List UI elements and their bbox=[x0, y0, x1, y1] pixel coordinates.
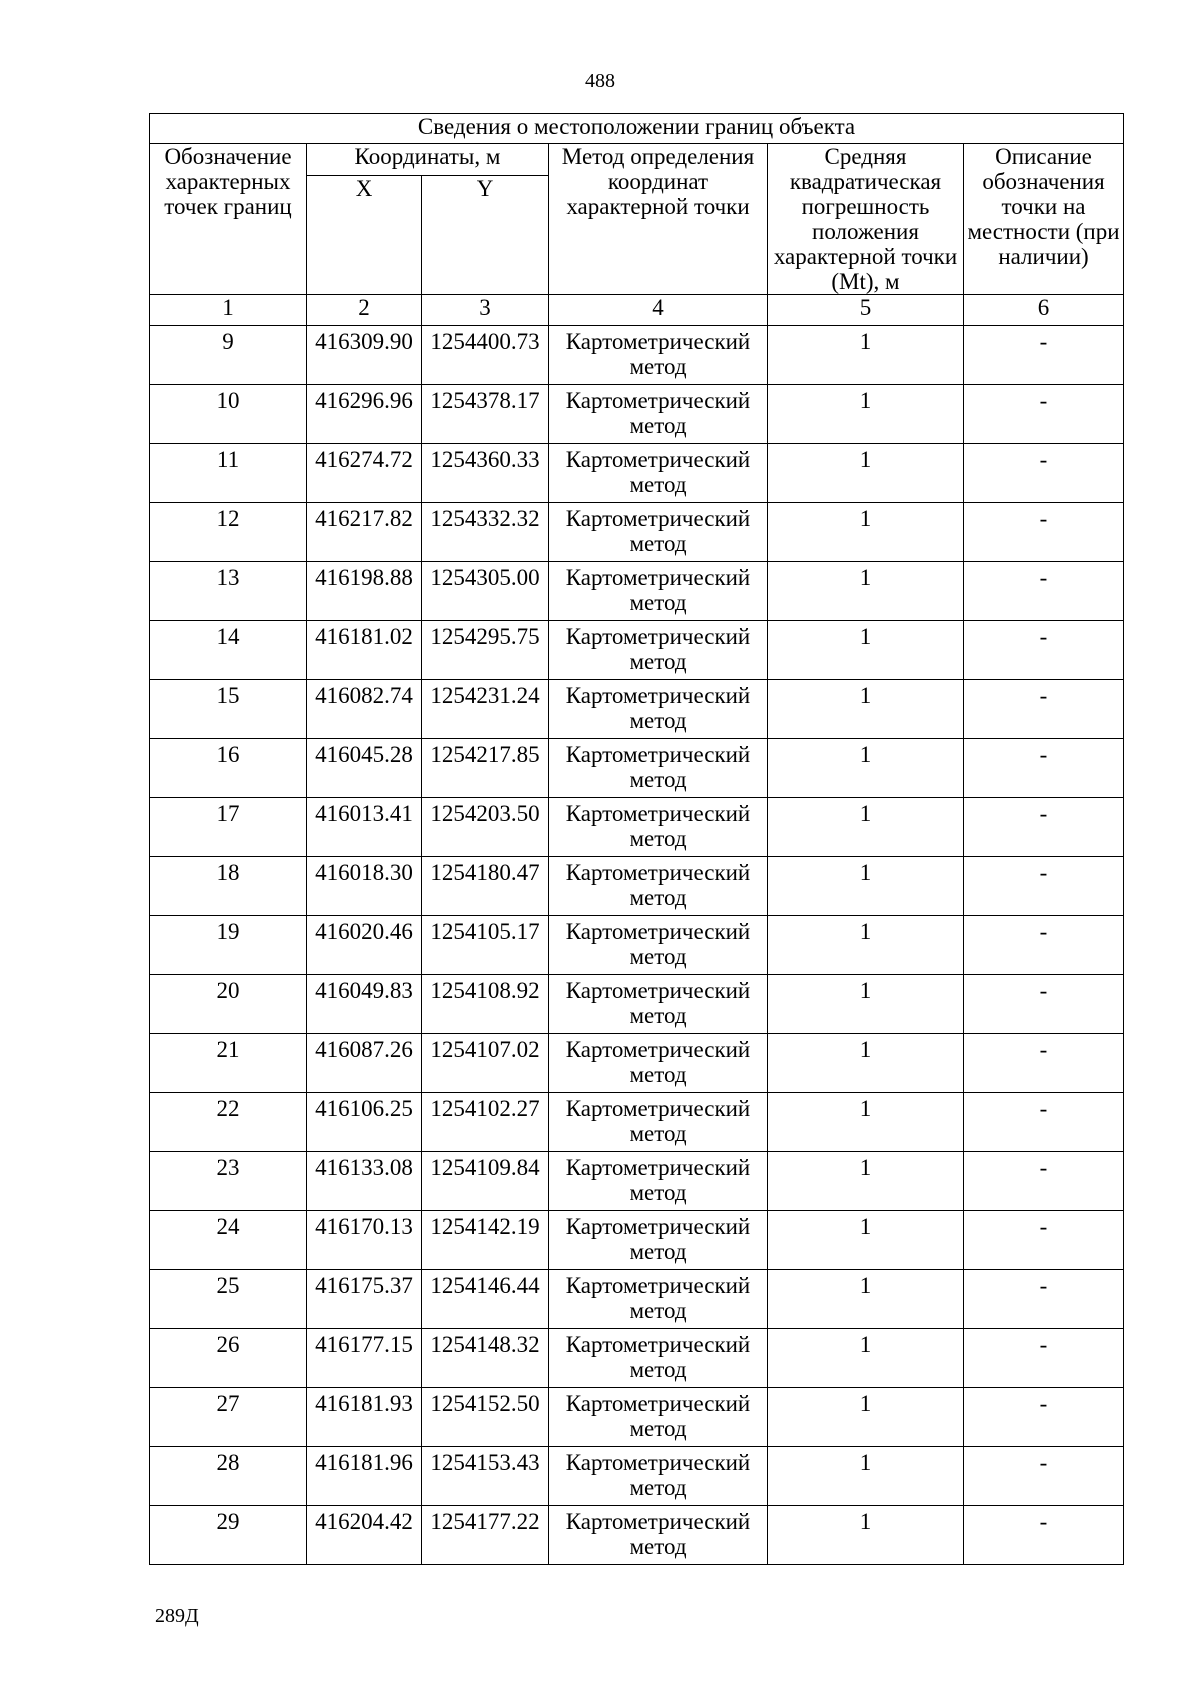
table-row bbox=[150, 1447, 1124, 1506]
header-x: X bbox=[307, 176, 422, 295]
y-coordinate-cell: 1254105.17 bbox=[422, 916, 549, 975]
column-number: 1 bbox=[150, 295, 307, 326]
error-cell: 1 bbox=[768, 1211, 964, 1270]
error-cell: 1 bbox=[768, 1093, 964, 1152]
error-cell: 1 bbox=[768, 503, 964, 562]
y-coordinate-cell: 1254153.43 bbox=[422, 1447, 549, 1506]
x-coordinate-cell: 416296.96 bbox=[307, 385, 422, 444]
table-row bbox=[150, 385, 1124, 444]
header-y: Y bbox=[422, 176, 549, 295]
method-cell: Картометрический метод bbox=[549, 739, 768, 798]
description-cell: - bbox=[964, 621, 1124, 680]
description-cell: - bbox=[964, 1152, 1124, 1211]
x-coordinate-cell: 416049.83 bbox=[307, 975, 422, 1034]
y-coordinate-cell: 1254142.19 bbox=[422, 1211, 549, 1270]
method-cell: Картометрический метод bbox=[549, 1152, 768, 1211]
table-row bbox=[150, 503, 1124, 562]
table-row bbox=[150, 1388, 1124, 1447]
column-number: 5 bbox=[768, 295, 964, 326]
method-cell: Картометрический метод bbox=[549, 1506, 768, 1565]
table-row bbox=[150, 798, 1124, 857]
method-cell: Картометрический метод bbox=[549, 1447, 768, 1506]
y-coordinate-cell: 1254305.00 bbox=[422, 562, 549, 621]
y-coordinate-cell: 1254107.02 bbox=[422, 1034, 549, 1093]
method-cell: Картометрический метод bbox=[549, 916, 768, 975]
description-cell: - bbox=[964, 1270, 1124, 1329]
x-coordinate-cell: 416204.42 bbox=[307, 1506, 422, 1565]
description-cell: - bbox=[964, 1329, 1124, 1388]
x-coordinate-cell: 416198.88 bbox=[307, 562, 422, 621]
description-cell: - bbox=[964, 1093, 1124, 1152]
description-cell: - bbox=[964, 503, 1124, 562]
method-cell: Картометрический метод bbox=[549, 1211, 768, 1270]
column-number: 3 bbox=[422, 295, 549, 326]
table-title: Сведения о местоположении границ объекта bbox=[150, 114, 1124, 144]
error-cell: 1 bbox=[768, 326, 964, 385]
x-coordinate-cell: 416181.96 bbox=[307, 1447, 422, 1506]
point-cell: 15 bbox=[150, 680, 307, 739]
x-coordinate-cell: 416018.30 bbox=[307, 857, 422, 916]
point-cell: 27 bbox=[150, 1388, 307, 1447]
x-coordinate-cell: 416181.02 bbox=[307, 621, 422, 680]
x-coordinate-cell: 416087.26 bbox=[307, 1034, 422, 1093]
description-cell: - bbox=[964, 680, 1124, 739]
point-cell: 10 bbox=[150, 385, 307, 444]
point-cell: 19 bbox=[150, 916, 307, 975]
description-cell: - bbox=[964, 326, 1124, 385]
table-row bbox=[150, 975, 1124, 1034]
method-cell: Картометрический метод bbox=[549, 562, 768, 621]
method-cell: Картометрический метод bbox=[549, 1034, 768, 1093]
x-coordinate-cell: 416133.08 bbox=[307, 1152, 422, 1211]
table-row bbox=[150, 562, 1124, 621]
method-cell: Картометрический метод bbox=[549, 1329, 768, 1388]
point-cell: 29 bbox=[150, 1506, 307, 1565]
method-cell: Картометрический метод bbox=[549, 1270, 768, 1329]
method-cell: Картометрический метод bbox=[549, 444, 768, 503]
y-coordinate-cell: 1254231.24 bbox=[422, 680, 549, 739]
method-cell: Картометрический метод bbox=[549, 1093, 768, 1152]
error-cell: 1 bbox=[768, 1447, 964, 1506]
description-cell: - bbox=[964, 1034, 1124, 1093]
point-cell: 11 bbox=[150, 444, 307, 503]
table-row bbox=[150, 680, 1124, 739]
table-row bbox=[150, 1152, 1124, 1211]
x-coordinate-cell: 416013.41 bbox=[307, 798, 422, 857]
method-cell: Картометрический метод bbox=[549, 857, 768, 916]
header-error: Средняя квадратическая погрешность положения характерной точки (Mt), м bbox=[768, 144, 964, 295]
error-cell: 1 bbox=[768, 739, 964, 798]
table-row bbox=[150, 1329, 1124, 1388]
point-cell: 12 bbox=[150, 503, 307, 562]
point-cell: 14 bbox=[150, 621, 307, 680]
x-coordinate-cell: 416106.25 bbox=[307, 1093, 422, 1152]
error-cell: 1 bbox=[768, 1506, 964, 1565]
method-cell: Картометрический метод bbox=[549, 385, 768, 444]
table-row bbox=[150, 621, 1124, 680]
y-coordinate-cell: 1254177.22 bbox=[422, 1506, 549, 1565]
error-cell: 1 bbox=[768, 916, 964, 975]
error-cell: 1 bbox=[768, 1388, 964, 1447]
y-coordinate-cell: 1254203.50 bbox=[422, 798, 549, 857]
point-cell: 13 bbox=[150, 562, 307, 621]
method-cell: Картометрический метод bbox=[549, 798, 768, 857]
boundary-coordinates-table bbox=[149, 113, 1124, 1565]
x-coordinate-cell: 416274.72 bbox=[307, 444, 422, 503]
description-cell: - bbox=[964, 916, 1124, 975]
table-row bbox=[150, 916, 1124, 975]
method-cell: Картометрический метод bbox=[549, 975, 768, 1034]
description-cell: - bbox=[964, 798, 1124, 857]
error-cell: 1 bbox=[768, 621, 964, 680]
x-coordinate-cell: 416045.28 bbox=[307, 739, 422, 798]
point-cell: 22 bbox=[150, 1093, 307, 1152]
x-coordinate-cell: 416082.74 bbox=[307, 680, 422, 739]
y-coordinate-cell: 1254180.47 bbox=[422, 857, 549, 916]
point-cell: 23 bbox=[150, 1152, 307, 1211]
point-cell: 20 bbox=[150, 975, 307, 1034]
point-cell: 17 bbox=[150, 798, 307, 857]
point-cell: 9 bbox=[150, 326, 307, 385]
column-number: 4 bbox=[549, 295, 768, 326]
point-cell: 24 bbox=[150, 1211, 307, 1270]
description-cell: - bbox=[964, 1447, 1124, 1506]
error-cell: 1 bbox=[768, 798, 964, 857]
table-row bbox=[150, 857, 1124, 916]
header-method: Метод определения координат характерной точки bbox=[549, 144, 768, 295]
document-code: 289Д bbox=[155, 1605, 199, 1627]
header-point: Обозначение характерных точек границ bbox=[150, 144, 307, 295]
table-row bbox=[150, 1211, 1124, 1270]
table-row bbox=[150, 1093, 1124, 1152]
y-coordinate-cell: 1254146.44 bbox=[422, 1270, 549, 1329]
y-coordinate-cell: 1254400.73 bbox=[422, 326, 549, 385]
x-coordinate-cell: 416309.90 bbox=[307, 326, 422, 385]
x-coordinate-cell: 416175.37 bbox=[307, 1270, 422, 1329]
method-cell: Картометрический метод bbox=[549, 326, 768, 385]
table-body bbox=[150, 326, 1124, 1565]
point-cell: 28 bbox=[150, 1447, 307, 1506]
error-cell: 1 bbox=[768, 975, 964, 1034]
y-coordinate-cell: 1254360.33 bbox=[422, 444, 549, 503]
table-row bbox=[150, 1034, 1124, 1093]
description-cell: - bbox=[964, 739, 1124, 798]
y-coordinate-cell: 1254108.92 bbox=[422, 975, 549, 1034]
y-coordinate-cell: 1254152.50 bbox=[422, 1388, 549, 1447]
point-cell: 26 bbox=[150, 1329, 307, 1388]
header-coordinates: Координаты, м bbox=[307, 144, 549, 176]
method-cell: Картометрический метод bbox=[549, 1388, 768, 1447]
y-coordinate-cell: 1254295.75 bbox=[422, 621, 549, 680]
x-coordinate-cell: 416170.13 bbox=[307, 1211, 422, 1270]
description-cell: - bbox=[964, 385, 1124, 444]
table-row bbox=[150, 1506, 1124, 1565]
y-coordinate-cell: 1254102.27 bbox=[422, 1093, 549, 1152]
method-cell: Картометрический метод bbox=[549, 503, 768, 562]
table-row bbox=[150, 444, 1124, 503]
x-coordinate-cell: 416181.93 bbox=[307, 1388, 422, 1447]
description-cell: - bbox=[964, 1506, 1124, 1565]
error-cell: 1 bbox=[768, 1152, 964, 1211]
error-cell: 1 bbox=[768, 385, 964, 444]
description-cell: - bbox=[964, 857, 1124, 916]
x-coordinate-cell: 416217.82 bbox=[307, 503, 422, 562]
error-cell: 1 bbox=[768, 857, 964, 916]
column-number: 2 bbox=[307, 295, 422, 326]
y-coordinate-cell: 1254109.84 bbox=[422, 1152, 549, 1211]
description-cell: - bbox=[964, 1388, 1124, 1447]
error-cell: 1 bbox=[768, 1270, 964, 1329]
table-row bbox=[150, 326, 1124, 385]
error-cell: 1 bbox=[768, 562, 964, 621]
column-number: 6 bbox=[964, 295, 1124, 326]
y-coordinate-cell: 1254217.85 bbox=[422, 739, 549, 798]
description-cell: - bbox=[964, 444, 1124, 503]
header-description: Описание обозначения точки на местности (при наличии) bbox=[964, 144, 1124, 295]
page-number: 488 bbox=[585, 70, 615, 92]
error-cell: 1 bbox=[768, 444, 964, 503]
error-cell: 1 bbox=[768, 680, 964, 739]
point-cell: 18 bbox=[150, 857, 307, 916]
point-cell: 16 bbox=[150, 739, 307, 798]
description-cell: - bbox=[964, 562, 1124, 621]
method-cell: Картометрический метод bbox=[549, 621, 768, 680]
description-cell: - bbox=[964, 975, 1124, 1034]
y-coordinate-cell: 1254332.32 bbox=[422, 503, 549, 562]
description-cell: - bbox=[964, 1211, 1124, 1270]
y-coordinate-cell: 1254378.17 bbox=[422, 385, 549, 444]
error-cell: 1 bbox=[768, 1034, 964, 1093]
y-coordinate-cell: 1254148.32 bbox=[422, 1329, 549, 1388]
x-coordinate-cell: 416020.46 bbox=[307, 916, 422, 975]
table-row bbox=[150, 1270, 1124, 1329]
x-coordinate-cell: 416177.15 bbox=[307, 1329, 422, 1388]
table-row bbox=[150, 739, 1124, 798]
point-cell: 25 bbox=[150, 1270, 307, 1329]
method-cell: Картометрический метод bbox=[549, 680, 768, 739]
error-cell: 1 bbox=[768, 1329, 964, 1388]
point-cell: 21 bbox=[150, 1034, 307, 1093]
